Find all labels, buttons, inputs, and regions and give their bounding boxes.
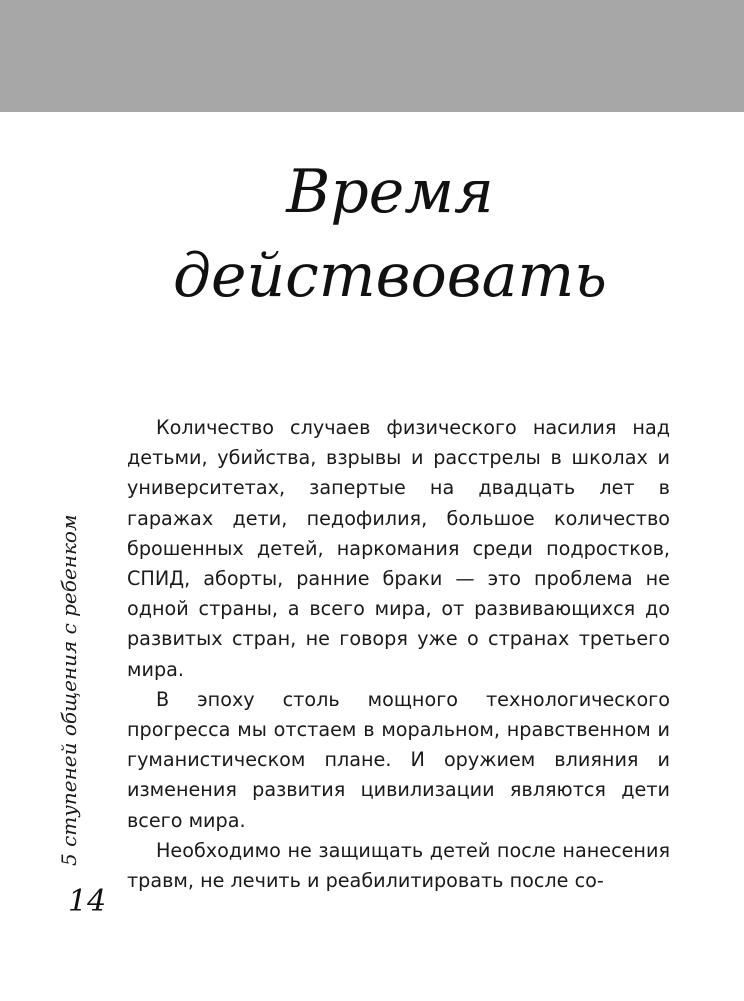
chapter-title-line-1: Время	[286, 157, 494, 227]
paragraph-1: Количество случаев физического насилия над детьми, убийства, взрывы и расстрелы в школах и университетах, запертые на двадцать лет в гаражах дети, педофилия, большое количество брошенных детей, наркомания среди подростков, СПИД, аборты, ранние браки — это проблема не одной страны, а всего мира, от развивающихся до развитых стран, не говоря уже о странах третьего мира.	[127, 416, 670, 681]
paragraph-3: Необходимо не защищать детей после нанесения травм, не лечить и реабилитировать после со-	[127, 838, 670, 893]
running-title: 5 ступеней общения с ребенком	[57, 514, 81, 866]
page-number: 14	[68, 884, 107, 919]
chapter-title	[150, 150, 630, 318]
chapter-title-line-2: действовать	[173, 241, 607, 311]
body-text	[127, 413, 670, 896]
paragraph-2: В эпоху столь мощного технологического прогресса мы отстаем в моральном, нравственном и гуманистическом плане. И оружием влияния и изменения развития цивилизации являются дети всего мира.	[127, 687, 670, 832]
header-band	[0, 0, 744, 112]
